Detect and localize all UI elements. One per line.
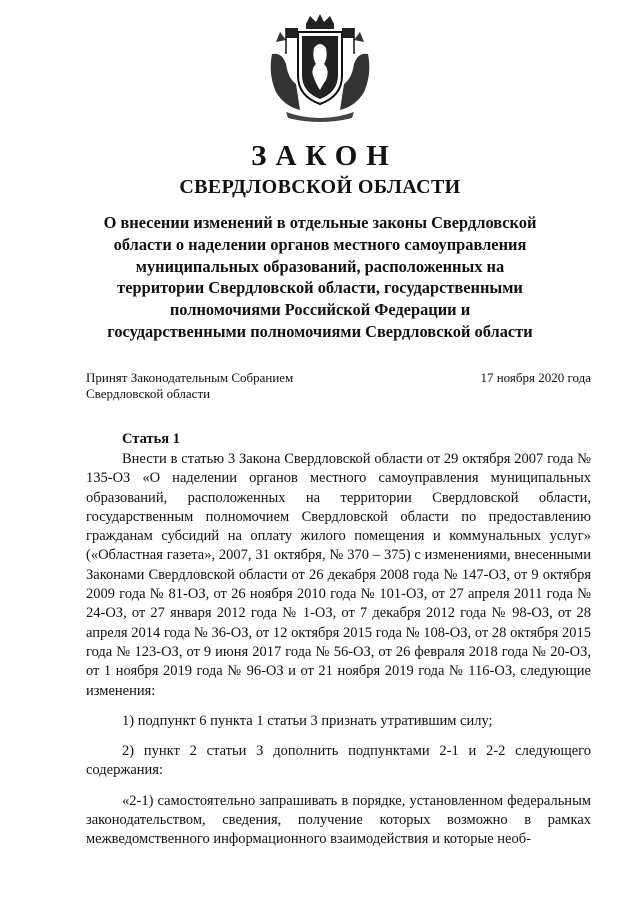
- law-subject-title: О внесении изменений в отдельные законы Свердловской области о наделении органов местного самоуправления муниципальных образований, расположенных на территории Свердловской области, государственными полномочиями Российской Федерации и государственными полномочиями Свердловской области: [103, 213, 537, 341]
- adopted-by-line2: Свердловской области: [86, 386, 211, 401]
- article-body: [86, 450, 591, 861]
- article-paragraph: 2) пункт 2 статьи 3 дополнить подпунктами 2-1 и 2-2 следующего содержания:: [86, 743, 591, 779]
- coat-of-arms-emblem: [266, 14, 374, 124]
- adopted-by-line1: Принят Законодательным Собранием: [86, 370, 294, 385]
- adoption-date: 17 ноября 2020 года: [480, 370, 591, 385]
- law-title: ЗАКОН: [251, 140, 398, 172]
- article-heading: Статья 1: [122, 431, 180, 447]
- article-paragraph: 1) подпункт 6 пункта 1 статьи 3 признать утратившим силу;: [122, 712, 493, 729]
- article-paragraph: Внести в статью 3 Закона Свердловской области от 29 октября 2007 года № 135-ОЗ «О наделении органов местного самоуправления муниципальных образований, расположенных на территории Свердловской области, государственным полномочием Свердловской области по предоставлению гражданам субсидий на оплату жилого помещения и коммунальных услуг» («Областная газета», 2007, 31 октября, № 370 – 375) с изменениями, внесенными Законами Свердловской области от 26 декабря 2008 года № 147-ОЗ, от 9 октября 2009 года № 81-ОЗ, от 26 ноября 2010 года № 101-ОЗ, от 27 апреля 2011 года № 24-ОЗ, от 27 января 2012 года № 1-ОЗ, от 7 декабря 2012 года № 98-ОЗ, от 28 апреля 2014 года № 36-ОЗ, от 12 октября 2015 года № 108-ОЗ, от 28 октября 2015 года № 123-ОЗ, от 9 июня 2017 года № 56-ОЗ, от 26 февраля 2018 года № 20-ОЗ, от 1 ноября 2019 года № 96-ОЗ и от 21 ноября 2019 года № 116-ОЗ, следующие изменения:: [86, 451, 591, 699]
- article-paragraph: «2-1) самостоятельно запрашивать в порядке, установленном федеральным законодательством, сведения, получение которых возможно в рамках межведомственного информационного взаимодействия и которые необ-: [86, 792, 591, 848]
- region-title: СВЕРДЛОВСКОЙ ОБЛАСТИ: [179, 176, 461, 198]
- adoption-info: [86, 370, 293, 402]
